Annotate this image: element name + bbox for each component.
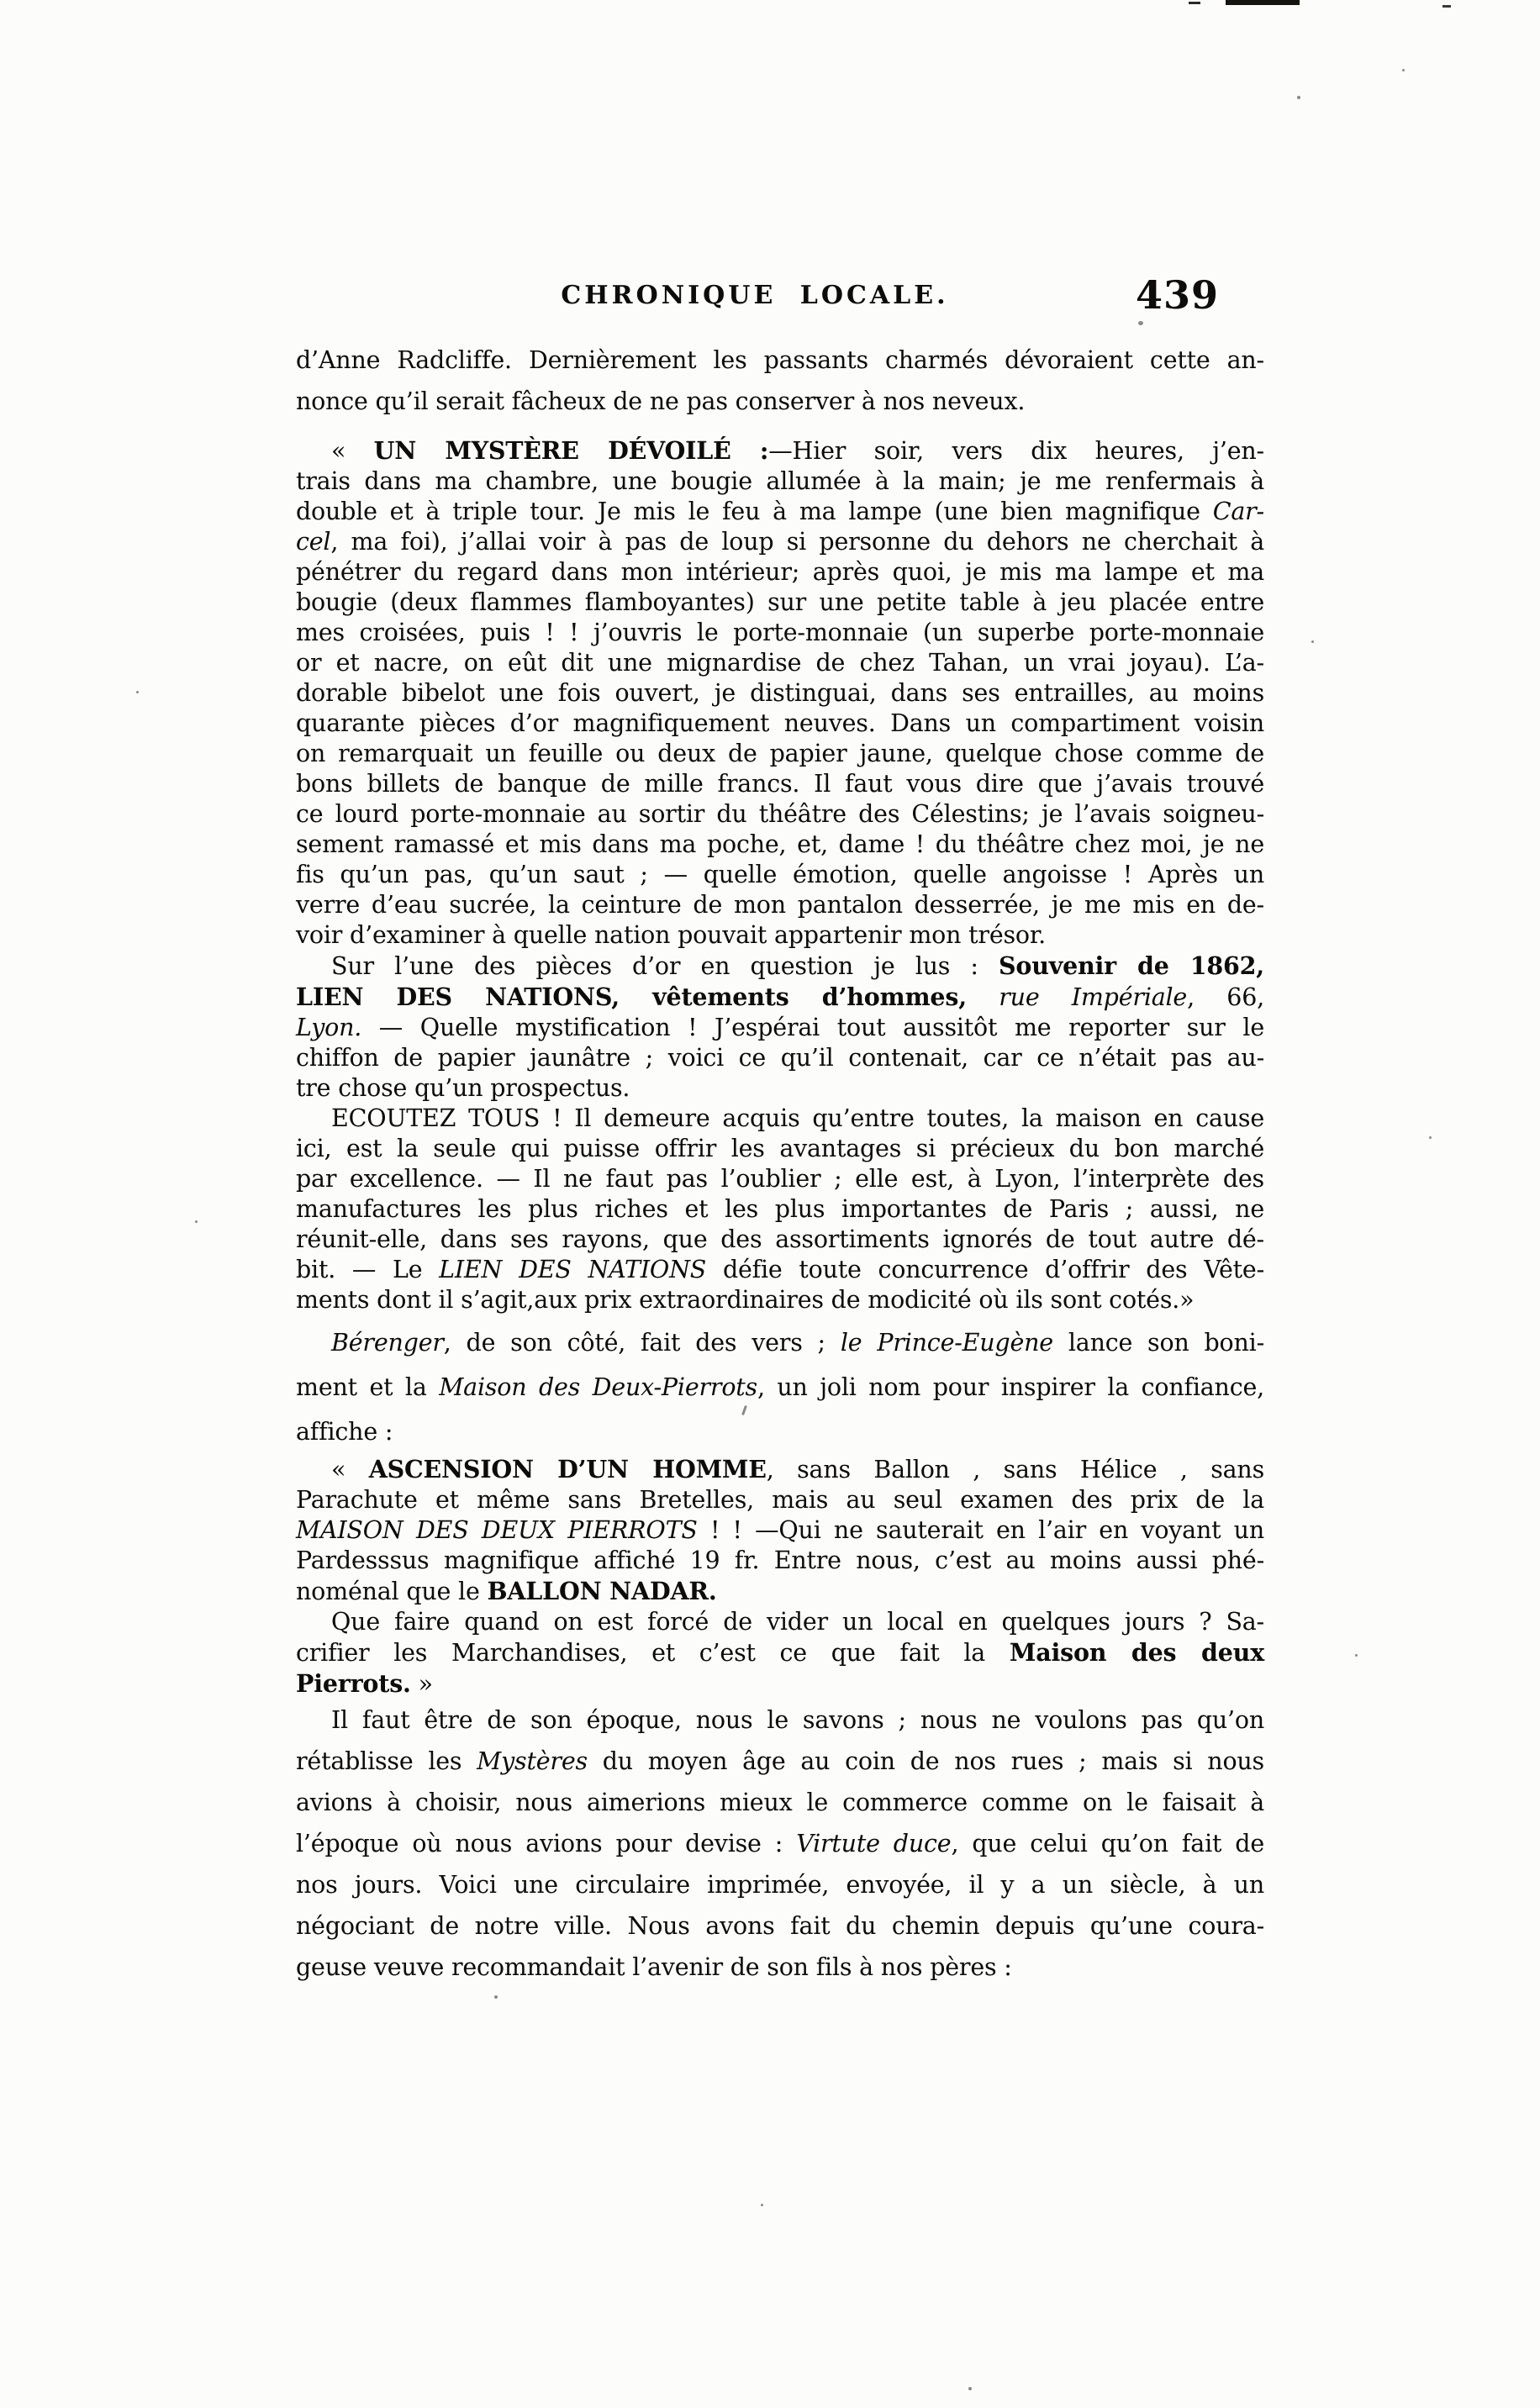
running-title: CHRONIQUE LOCALE. <box>561 281 949 310</box>
text-segment: ce lourd porte-monnaie au sortir du théâtre des Célestins; je l’avais soigneu- <box>296 800 1264 828</box>
text-segment: chiffon de papier jaunâtre ; voici ce qu’il contenait, car ce n’était pas au- <box>296 1044 1264 1072</box>
text-line <box>296 678 1264 709</box>
text-line <box>296 1637 1264 1668</box>
text-line <box>296 951 1264 982</box>
bold-text: Souvenir de 1862, <box>999 951 1264 980</box>
text-segment: , 66, <box>1187 983 1264 1011</box>
text-line <box>296 1104 1264 1134</box>
bold-text: UN MYSTÈRE DÉVOILÉ : <box>373 436 769 465</box>
text-segment: l’époque où nous avions pour devise : <box>296 1830 797 1857</box>
text-line <box>296 1947 1264 1988</box>
text-segment: nonce qu’il serait fâcheux de ne pas conserver à nos neveux. <box>296 387 1026 415</box>
page-header <box>296 272 1264 319</box>
bold-text: Maison des deux <box>1009 1638 1264 1667</box>
text-segment: réunit-elle, dans ses rayons, que des assortiments ignorés de tout autre dé- <box>296 1225 1264 1253</box>
text-segment: Que faire quand on est forcé de vider un local en quelques jours ? Sa- <box>331 1608 1264 1636</box>
page-body <box>296 340 1264 1988</box>
text-segment: double et à triple tour. Je mis le feu à ma lampe (une bien magnifique <box>296 498 1213 525</box>
text-segment: bougie (deux flammes flamboyantes) sur une petite table à jeu placée entre <box>296 588 1264 616</box>
text-segment: d’Anne Radcliffe. Dernièrement les passants charmés dévoraient cette an- <box>296 346 1264 374</box>
text-segment: bons billets de banque de mille francs. Il faut vous dire que j’avais trouvé <box>296 770 1264 798</box>
paragraph <box>296 1607 1264 1699</box>
text-line <box>296 799 1264 830</box>
text-line <box>296 1073 1264 1104</box>
text-segment: geuse veuve recommandait l’avenir de son fils à nos pères : <box>296 1953 1012 1981</box>
text-line <box>296 1864 1264 1905</box>
text-segment: —Hier soir, vers dix heures, j’en- <box>768 437 1264 465</box>
bold-text: BALLON NADAR. <box>487 1577 717 1605</box>
text-segment: lance son boni- <box>1052 1329 1264 1357</box>
text-segment: , un joli nom pour inspirer la confiance, <box>757 1373 1264 1401</box>
italic-text: rue Impériale <box>999 983 1188 1011</box>
ink-speck <box>494 1995 498 1999</box>
text-line <box>296 1741 1264 1782</box>
italic-text: le Prince-Eugène <box>840 1329 1053 1357</box>
ink-speck <box>1297 96 1300 99</box>
text-line <box>296 860 1264 890</box>
text-segment: fis qu’un pas, qu’un saut ; — quelle émotion, quelle angoisse ! Après un <box>296 861 1264 888</box>
text-line <box>296 1225 1264 1255</box>
text-line <box>296 1164 1264 1194</box>
text-line <box>296 1576 1264 1607</box>
paragraph <box>296 1320 1264 1454</box>
text-segment: trais dans ma chambre, une bougie allumée à la main; je me renfermais à <box>296 467 1264 495</box>
italic-text: Mystères <box>477 1747 588 1775</box>
text-line <box>296 648 1264 678</box>
text-segment: quarante pièces d’or magnifiquement neuves. Dans un compartiment voisin <box>296 709 1264 737</box>
text-line <box>296 709 1264 739</box>
paragraph <box>296 951 1264 1104</box>
text-segment: négociant de notre ville. Nous avons fait du chemin depuis qu’une coura- <box>296 1912 1264 1940</box>
ink-speck <box>968 2387 972 2390</box>
text-segment: voir d’examiner à quelle nation pouvait appartenir mon trésor. <box>296 921 1047 949</box>
bold-text: LIEN DES NATIONS, vêtements d’hommes, <box>296 983 967 1011</box>
text-segment: pénétrer du regard dans mon intérieur; après quoi, je mis ma lampe et ma <box>296 558 1264 586</box>
text-segment: « <box>331 437 374 465</box>
text-line <box>296 1485 1264 1515</box>
text-segment: or et nacre, on eût dit une mignardise de chez Tahan, un vrai joyau). L’a- <box>296 649 1264 677</box>
italic-text: Bérenger <box>331 1329 444 1357</box>
text-line <box>296 557 1264 588</box>
text-line <box>296 1043 1264 1073</box>
text-segment: — Quelle mystification ! J’espérai tout aussitôt me reporter sur le <box>361 1014 1264 1041</box>
text-segment: , de son côté, fait des vers ; <box>443 1329 841 1357</box>
text-segment: Pardesssus magnifique affiché 19 fr. Entre nous, c’est au moins aussi phé- <box>296 1546 1264 1574</box>
text-segment: nos jours. Voici une circulaire imprimée, envoyée, il y a un siècle, à un <box>296 1871 1264 1899</box>
text-line <box>296 982 1264 1013</box>
text-line <box>296 1454 1264 1485</box>
text-line <box>296 1320 1264 1365</box>
text-line <box>296 1134 1264 1164</box>
text-line <box>296 527 1264 557</box>
text-segment: ECOUTEZ TOUS ! Il demeure acquis qu’entre toutes, la maison en cause <box>331 1104 1264 1132</box>
text-segment: , sans Ballon , sans Hélice , sans <box>766 1456 1264 1483</box>
text-segment: Il faut être de son époque, nous le savons ; nous ne voulons pas qu’on <box>331 1706 1264 1734</box>
text-segment: ici, est la seule qui puisse offrir les avantages si précieux du bon marché <box>296 1135 1264 1162</box>
italic-text: cel <box>296 528 331 556</box>
text-line <box>296 497 1264 527</box>
text-segment: défie toute concurrence d’offrir des Vête- <box>706 1256 1264 1283</box>
text-line <box>296 769 1264 799</box>
page-content <box>296 272 1264 1988</box>
text-line <box>296 1255 1264 1285</box>
text-line <box>296 618 1264 648</box>
italic-text: LIEN DES NATIONS <box>439 1256 707 1283</box>
text-line <box>296 1823 1264 1864</box>
text-line <box>296 1365 1264 1409</box>
italic-text: Car- <box>1212 498 1264 525</box>
ink-speck <box>1311 640 1314 643</box>
text-line <box>296 1782 1264 1823</box>
text-segment: sement ramassé et mis dans ma poche, et, dame ! du théâtre chez moi, je ne <box>296 830 1264 858</box>
ink-speck <box>1355 1654 1358 1657</box>
text-line <box>296 739 1264 769</box>
text-line <box>296 1699 1264 1741</box>
paragraph <box>296 1454 1264 1607</box>
ink-speck <box>1138 321 1143 325</box>
page-number: 439 <box>1135 272 1219 318</box>
text-line <box>296 1607 1264 1637</box>
text-segment: bit. — Le <box>296 1256 440 1283</box>
text-segment: Parachute et même sans Bretelles, mais au seul examen des prix de la <box>296 1486 1264 1514</box>
text-segment: » <box>410 1670 433 1698</box>
text-segment: verre d’eau sucrée, la ceinture de mon pantalon desserrée, je me mis en de- <box>296 891 1264 919</box>
text-line <box>296 1013 1264 1043</box>
text-segment <box>967 983 999 1011</box>
text-line <box>296 1905 1264 1947</box>
paragraph <box>296 1699 1264 1988</box>
text-segment: dorable bibelot une fois ouvert, je distinguai, dans ses entrailles, au moins <box>296 679 1264 707</box>
italic-text: Lyon. <box>296 1014 362 1041</box>
text-segment: du moyen âge au coin de nos rues ; mais si nous <box>587 1747 1264 1775</box>
text-segment: rétablisse les <box>296 1747 477 1775</box>
text-line <box>296 466 1264 497</box>
text-line <box>296 1668 1264 1699</box>
bold-text: Pierrots. <box>296 1669 411 1698</box>
italic-text: Maison des Deux-Pierrots <box>439 1373 757 1401</box>
text-line <box>296 1409 1264 1454</box>
text-line <box>296 1546 1264 1576</box>
text-segment: manufactures les plus riches et les plus importantes de Paris ; aussi, ne <box>296 1195 1264 1223</box>
text-segment: Sur l’une des pièces d’or en question je lus : <box>331 952 999 980</box>
italic-text: MAISON DES DEUX PIERROTS <box>296 1516 698 1544</box>
text-line <box>296 435 1264 466</box>
paragraph <box>296 340 1264 422</box>
paragraph <box>296 1104 1264 1315</box>
text-line <box>296 1515 1264 1546</box>
italic-text: Virtute duce <box>796 1830 952 1857</box>
text-segment: noménal que le <box>296 1578 488 1605</box>
ink-speck <box>1429 1136 1432 1139</box>
bold-text: ASCENSION D’UN HOMME <box>368 1455 767 1483</box>
text-segment: , que celui qu’on fait de <box>951 1830 1264 1857</box>
ink-speck <box>136 691 139 693</box>
text-line <box>296 381 1264 422</box>
ink-speck <box>761 2204 763 2206</box>
text-line <box>296 588 1264 618</box>
text-segment: « <box>331 1456 369 1483</box>
text-segment: ! ! —Qui ne sauterait en l’air en voyant un <box>697 1516 1264 1544</box>
text-segment: ment et la <box>296 1373 440 1401</box>
text-line <box>296 920 1264 951</box>
text-line <box>296 1194 1264 1225</box>
text-segment: par excellence. — Il ne faut pas l’oublier ; elle est, à Lyon, l’interprète des <box>296 1165 1264 1193</box>
ink-speck <box>195 1220 198 1223</box>
text-line <box>296 1285 1264 1315</box>
ink-speck <box>1402 69 1405 71</box>
text-segment: ments dont il s’agit,aux prix extraordinaires de modicité où ils sont cotés.» <box>296 1286 1195 1314</box>
text-segment: tre chose qu’un prospectus. <box>296 1074 630 1102</box>
text-line <box>296 830 1264 860</box>
text-line <box>296 890 1264 920</box>
text-segment: mes croisées, puis ! ! j’ouvris le porte-monnaie (un superbe porte-monnaie <box>296 619 1264 646</box>
page-edge-mark <box>1226 0 1300 5</box>
paragraph <box>296 435 1264 951</box>
text-segment: , ma foi), j’allai voir à pas de loup si personne du dehors ne cherchait à <box>330 528 1264 556</box>
text-segment: avions à choisir, nous aimerions mieux le commerce comme on le faisait à <box>296 1789 1264 1816</box>
text-segment: on remarquait un feuille ou deux de papier jaune, quelque chose comme de <box>296 740 1264 767</box>
text-segment: crifier les Marchandises, et c’est ce que fait la <box>296 1639 1010 1667</box>
text-segment: affiche : <box>296 1418 393 1446</box>
text-line <box>296 340 1264 381</box>
